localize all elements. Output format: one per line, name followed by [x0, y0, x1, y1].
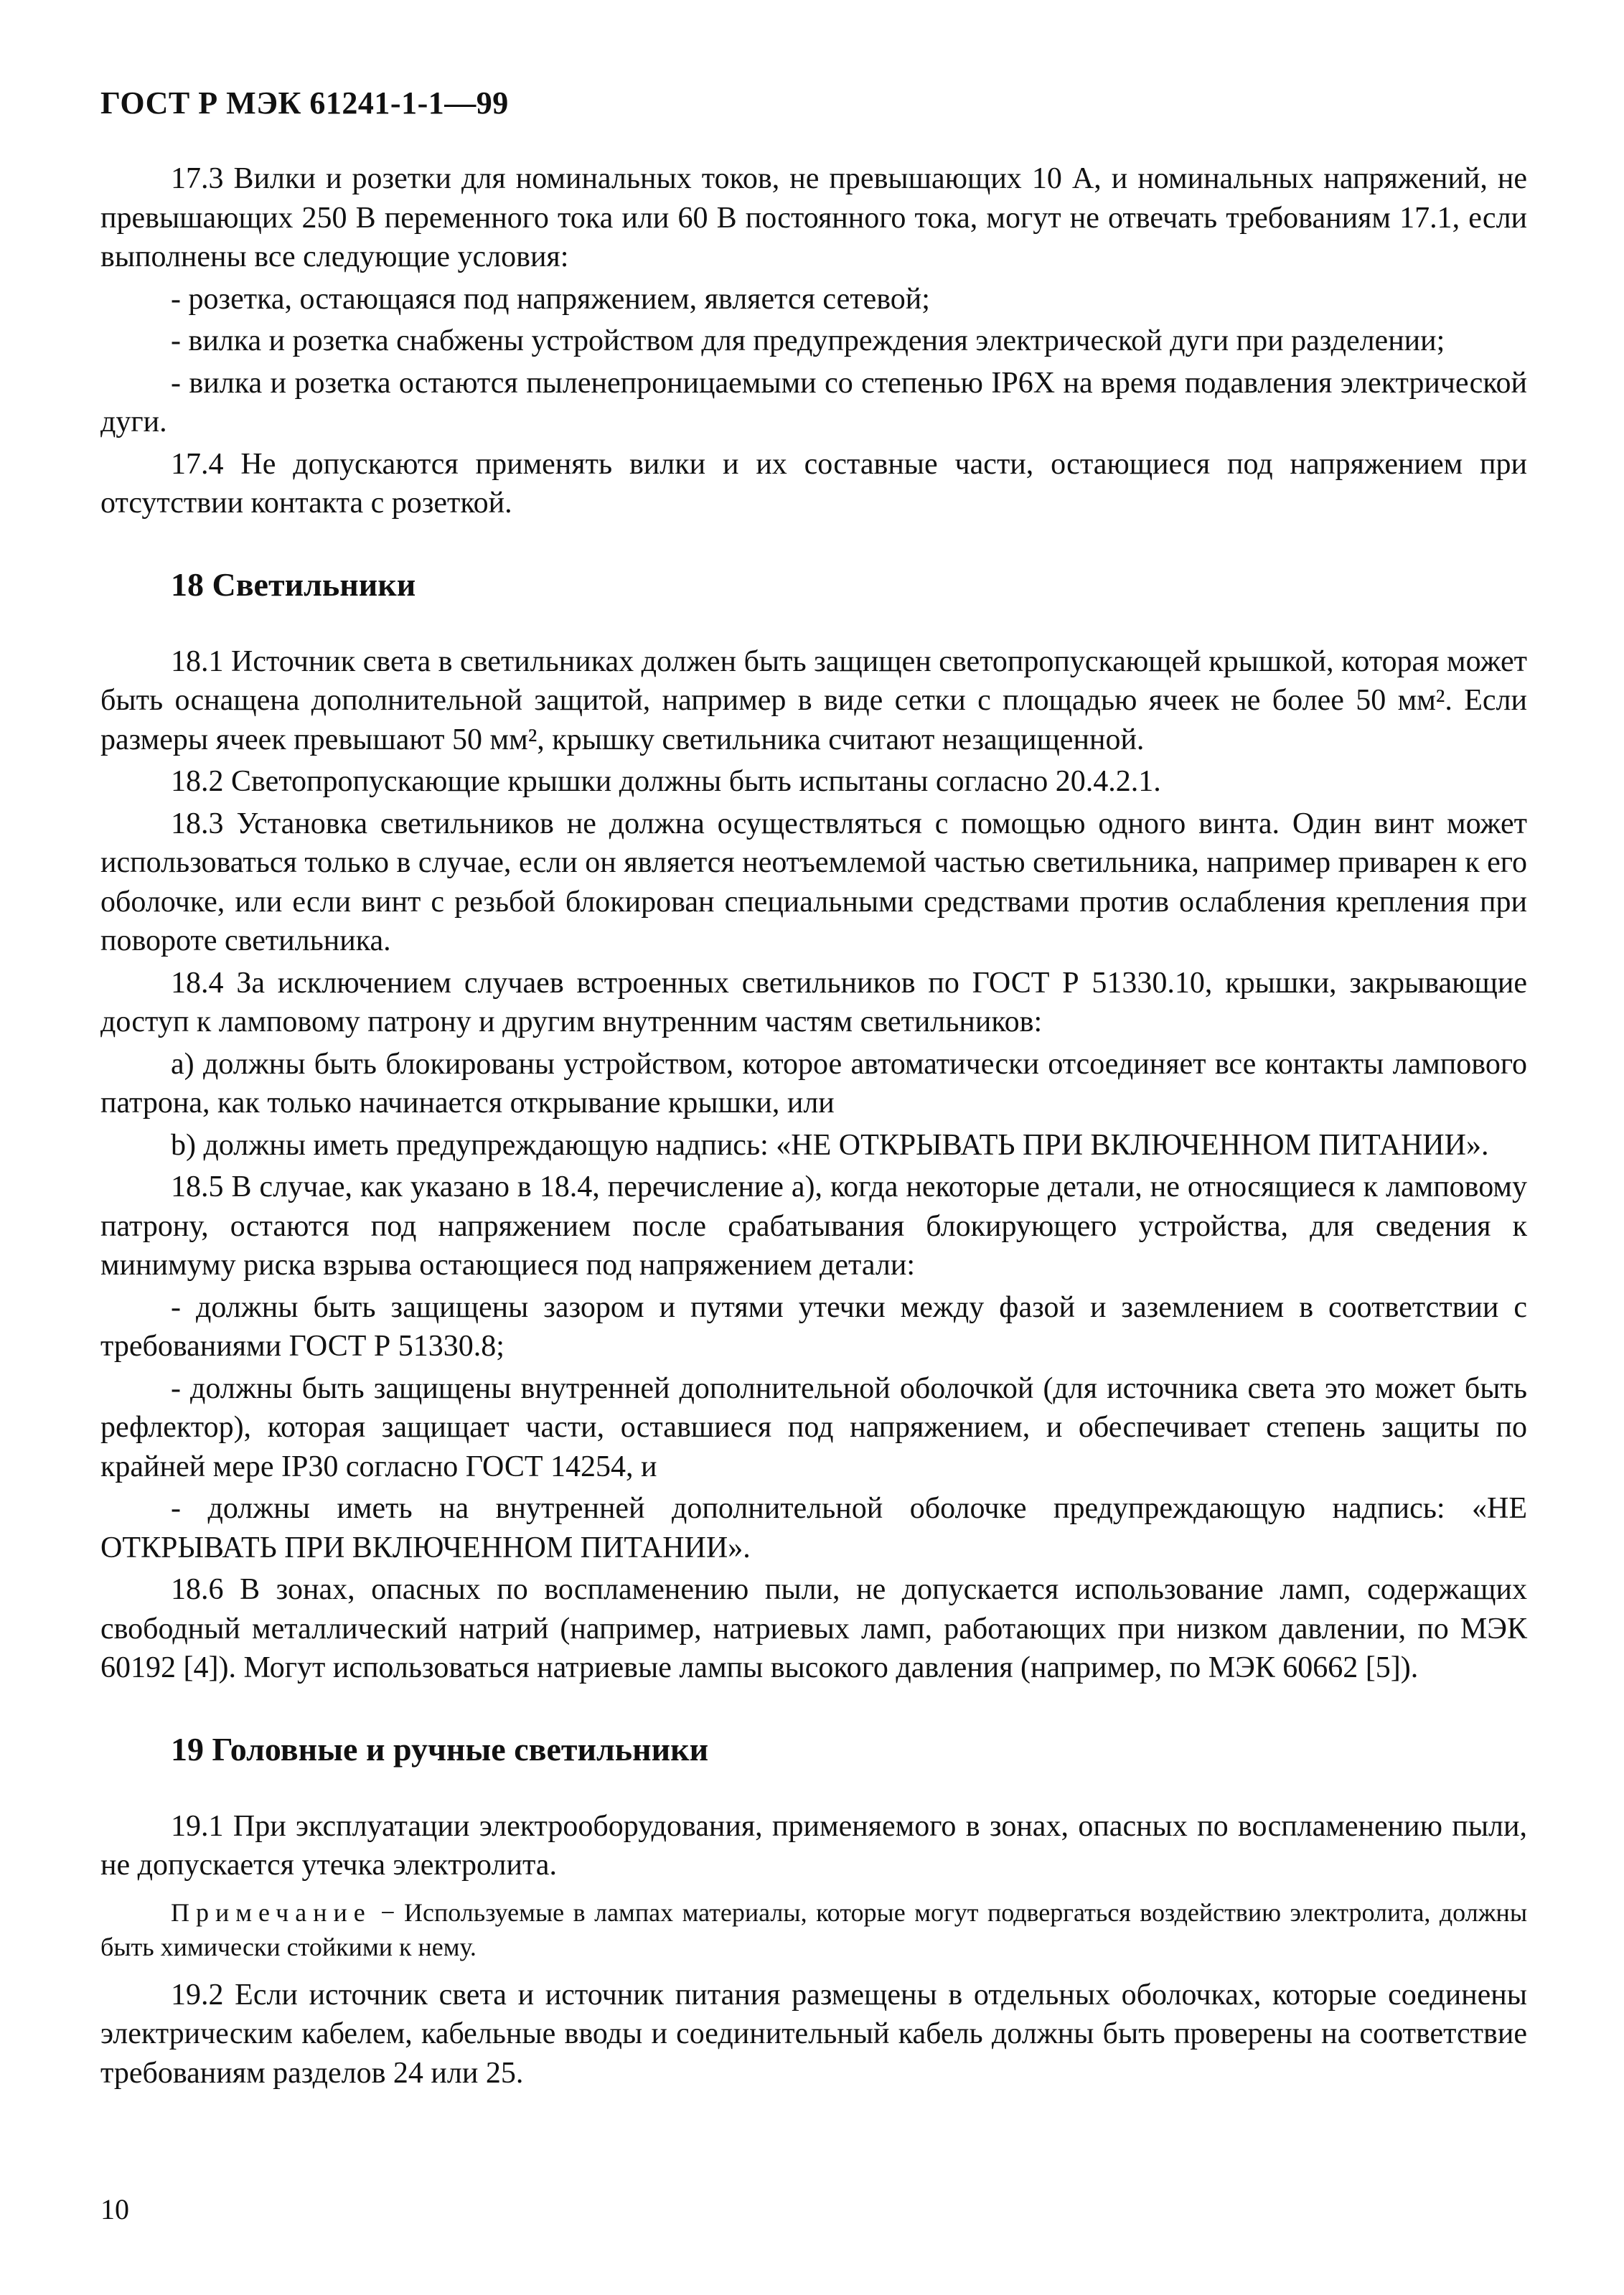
- paragraph-17-3: 17.3 Вилки и розетки для номинальных токов, не превышающих 10 А, и номинальных напряжений, не превышающих 250 В переменного тока или 60 В постоянного тока, могут не отвечать требованиям 17.1, если выполнены все следующие условия:: [100, 162, 1527, 273]
- list-item: - розетка, остающаяся под напряжением, является сетевой;: [171, 282, 930, 316]
- paragraph-18-1: 18.1 Источник света в светильниках должен быть защищен светопропускающей крышкой, которая может быть оснащена дополнительной защитой, например в виде сетки с площадью ячеек не более 50 мм². Если размеры ячеек превышают 50 мм², крышку светильника считают незащищенной.: [100, 644, 1527, 756]
- document-body: [100, 159, 1527, 2095]
- paragraph-18-6: 18.6 В зонах, опасных по воспламенению пыли, не допускается использование ламп, содержащих свободный металлический натрий (например, натриевых ламп, работающих при низком давлении, по МЭК 60192 [4]). Могут использоваться натриевые лампы высокого давления (например, по МЭК 60662 [5]).: [100, 1573, 1527, 1684]
- section-heading-18: 18 Светильники: [171, 565, 416, 603]
- paragraph-18-4: 18.4 За исключением случаев встроенных светильников по ГОСТ Р 51330.10, крышки, закрывающие доступ к ламповому патрону и другим внутренним частям светильников:: [100, 966, 1527, 1038]
- page-number: 10: [100, 2193, 129, 2225]
- list-item: - должны быть защищены внутренней дополнительной оболочкой (для источника света это может быть рефлектор), которая защищает части, оставшиеся под напряжением, и обеспечивает степень защиты по крайней мере IP30 согласно ГОСТ 14254, и: [100, 1371, 1527, 1483]
- list-item: - должны быть защищены зазором и путями утечки между фазой и заземлением в соответствии с требованиями ГОСТ Р 51330.8;: [100, 1290, 1527, 1363]
- document-header: ГОСТ Р МЭК 61241-1-1—99: [100, 85, 509, 121]
- note: [100, 1895, 1527, 1964]
- list-item: b) должны иметь предупреждающую надпись: «НЕ ОТКРЫВАТЬ ПРИ ВКЛЮЧЕННОМ ПИТАНИИ».: [171, 1128, 1489, 1162]
- paragraph-18-3: 18.3 Установка светильников не должна осуществляться с помощью одного винта. Один винт может использоваться только в случае, если он является неотъемлемой частью светильника, например приварен к его оболочке, или если винт с резьбой блокирован специальными средствами против ослабления крепления при повороте светильника.: [100, 807, 1527, 957]
- paragraph-19-1: 19.1 При эксплуатации электрооборудования, применяемого в зонах, опасных по воспламенению пыли, не допускается утечка электролита.: [100, 1809, 1527, 1882]
- section-heading-19: 19 Головные и ручные светильники: [171, 1730, 709, 1768]
- paragraph-19-2: 19.2 Если источник света и источник питания размещены в отдельных оболочках, которые соединены электрическим кабелем, кабельные вводы и соединительный кабель должны быть проверены на соответствие требованиям разделов 24 или 25.: [100, 1978, 1527, 2090]
- list-item: - вилка и розетка остаются пыленепроницаемыми со степенью IP6X на время подавления электрической дуги.: [100, 366, 1527, 438]
- paragraph-18-5: 18.5 В случае, как указано в 18.4, перечисление а), когда некоторые детали, не относящиеся к ламповому патрону, остаются под напряжением после срабатывания блокирующего устройства, для сведения к минимуму риска взрыва остающиеся под напряжением детали:: [100, 1170, 1527, 1282]
- paragraph-18-2: 18.2 Светопропускающие крышки должны быть испытаны согласно 20.4.2.1.: [171, 765, 1161, 798]
- list-item: - вилка и розетка снабжены устройством для предупреждения электрической дуги при разделении;: [171, 324, 1445, 357]
- note-text: − Используемые в лампах материалы, которые могут подвергаться воздействию электролита, должны быть химически стойкими к нему.: [100, 1897, 1527, 1961]
- paragraph-17-4: 17.4 Не допускаются применять вилки и их составные части, остающиеся под напряжением при отсутствии контакта с розеткой.: [100, 447, 1527, 520]
- list-item: - должны иметь на внутренней дополнительной оболочке предупреждающую надпись: «НЕ ОТКРЫВАТЬ ПРИ ВКЛЮЧЕННОМ ПИТАНИИ».: [100, 1492, 1527, 1564]
- note-label: Примечание: [171, 1897, 372, 1927]
- list-item: а) должны быть блокированы устройством, которое автоматически отсоединяет все контакты лампового патрона, как только начинается открывание крышки, или: [100, 1047, 1527, 1120]
